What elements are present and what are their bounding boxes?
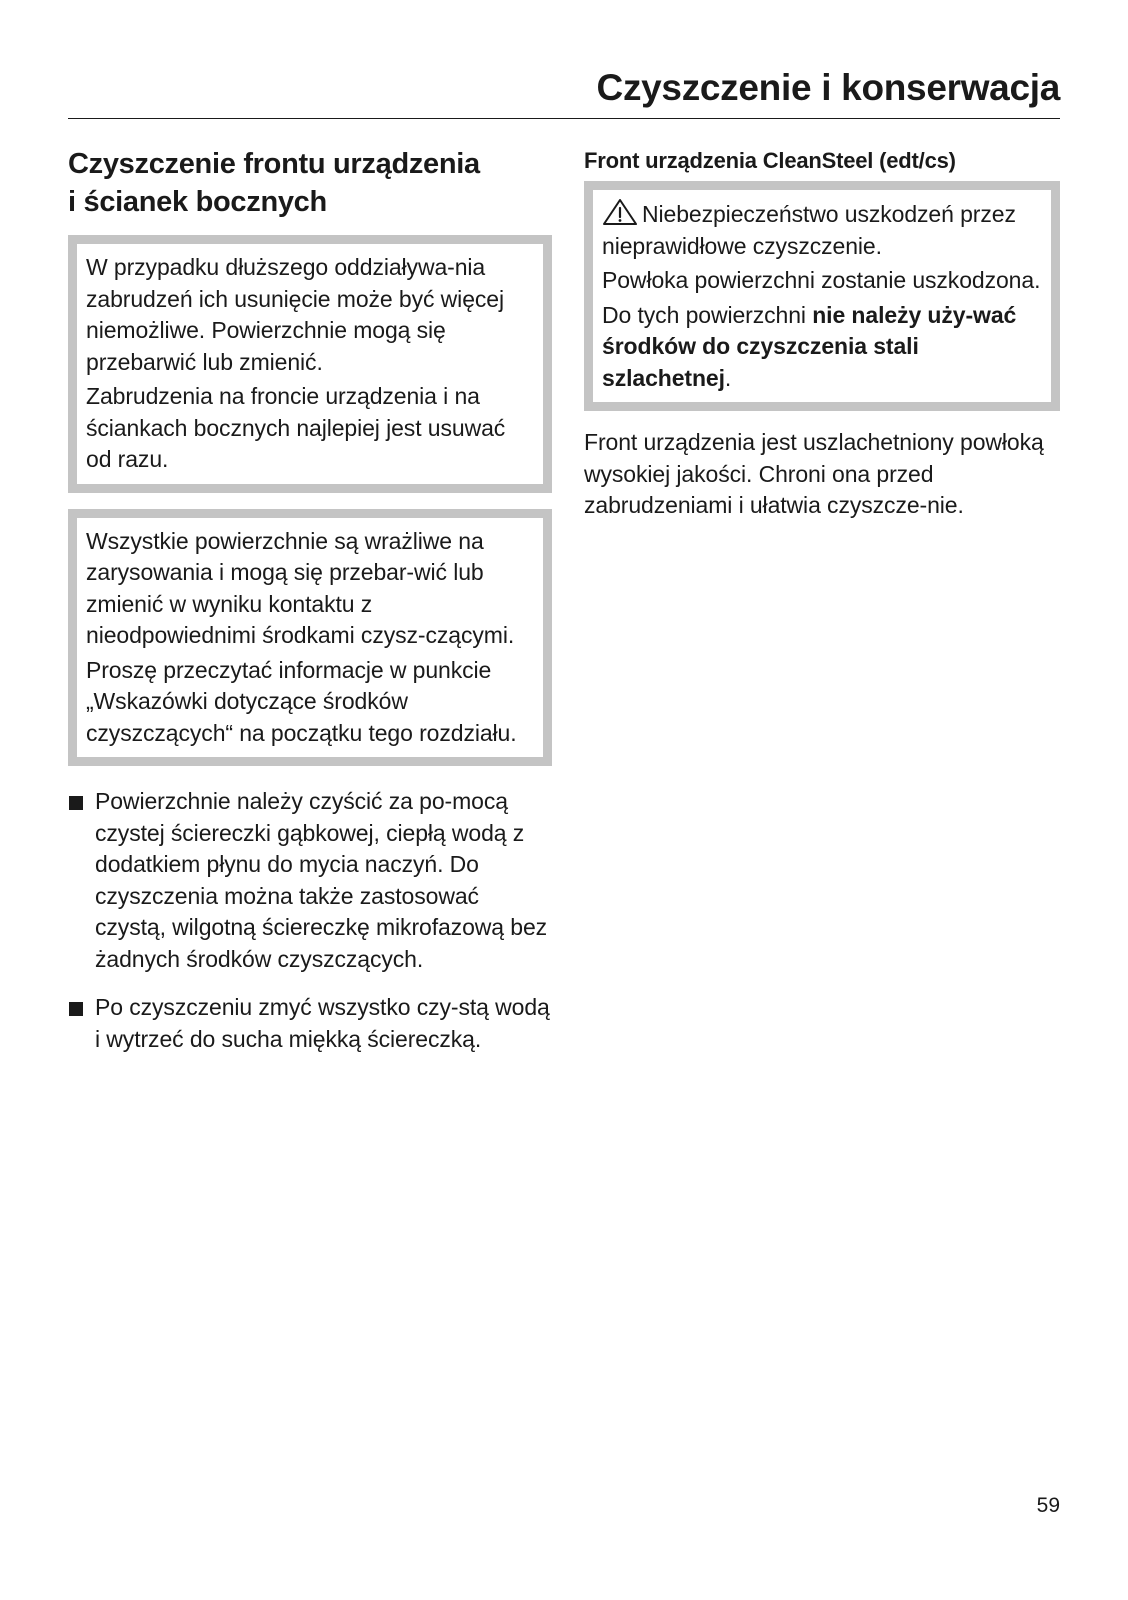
warning-triangle-icon xyxy=(602,198,638,226)
warning-title-text: Niebezpieczeństwo uszkodzeń przez nieprawidłowe czyszczenie. xyxy=(602,201,1016,259)
note-box-scratches xyxy=(68,509,552,767)
warning-paragraph xyxy=(602,300,1041,395)
instruction-list xyxy=(68,786,552,1055)
section-heading xyxy=(68,145,552,221)
body-paragraph: Front urządzenia jest uszlachetniony powłoką wysokiej jakości. Chroni ona przed zabrudzeniami i ułatwia czyszcze-nie. xyxy=(584,429,1044,518)
page-header xyxy=(68,66,1060,119)
note-paragraph: Zabrudzenia na froncie urządzenia i na ściankach bocznych najlepiej jest usuwać od razu. xyxy=(86,383,506,472)
warning-box xyxy=(584,181,1060,411)
page-title: Czyszczenie i konserwacja xyxy=(596,67,1060,108)
warning-text-suffix: . xyxy=(724,364,732,391)
list-item-text: Po czyszczeniu zmyć wszystko czy-stą wodą i wytrzeć do sucha miękką ściereczką. xyxy=(95,994,550,1052)
section-heading-line2: i ścianek bocznych xyxy=(68,186,327,218)
square-bullet-icon xyxy=(69,1002,83,1016)
list-item xyxy=(68,992,552,1055)
right-column xyxy=(584,145,1060,522)
page-number: 59 xyxy=(1036,1494,1060,1517)
list-item xyxy=(68,786,552,975)
warning-paragraph: Powłoka powierzchni zostanie uszkodzona. xyxy=(602,267,1041,293)
note-paragraph: W przypadku dłuższego oddziaływa-nia zabrudzeń ich usunięcie może być więcej niemożliwe. Powierzchnie mogą się przebarwić lub zmienić. xyxy=(86,254,504,375)
warning-text-prefix: Do tych powierzchni xyxy=(602,301,813,328)
warning-text-bold: nie należy uży-wać środków do czyszczenia stali szlachetnej xyxy=(602,301,1017,391)
note-paragraph: Wszystkie powierzchnie są wrażliwe na zarysowania i mogą się przebar-wić lub zmienić w wyniku kontaktu z nieodpowiednimi środkami czysz-czącymi. xyxy=(86,527,515,648)
note-paragraph: Proszę przeczytać informacje w punkcie „Wskazówki dotyczące środków czyszczących“ na początku tego rozdziału. xyxy=(86,656,517,746)
left-column xyxy=(68,145,552,1072)
section-heading-line1: Czyszczenie frontu urządzenia xyxy=(68,148,480,180)
sub-heading: Front urządzenia CleanSteel (edt/cs) xyxy=(584,148,956,173)
note-box-stains xyxy=(68,235,552,493)
square-bullet-icon xyxy=(69,796,83,810)
list-item-text: Powierzchnie należy czyścić za po-mocą czystej ściereczki gąbkowej, ciepłą wodą z dodatkiem płynu do mycia naczyń. Do czyszczenia można także zastosować czystą, wilgotną ściereczkę mikrofazową bez żadnych środków czyszczących. xyxy=(95,788,548,972)
warning-title xyxy=(602,198,1041,262)
